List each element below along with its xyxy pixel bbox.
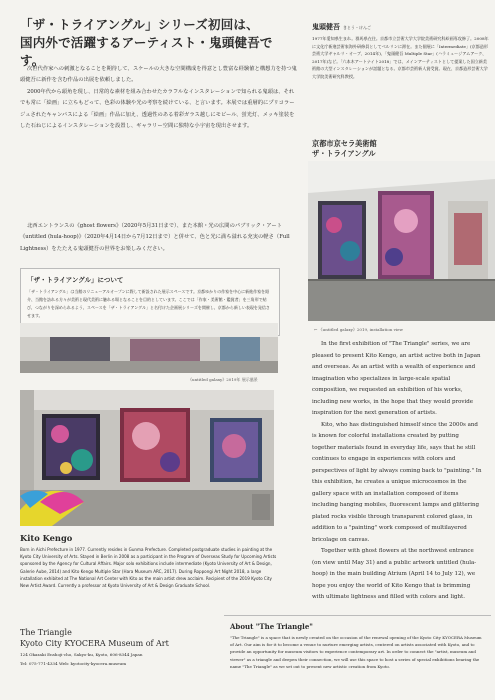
artist-bio-en <box>20 533 278 589</box>
artist-name-reading: きとう・けんご <box>343 25 371 30</box>
title-line-2: 国内外で活躍するアーティスト・鬼頭健吾です。 <box>20 35 273 68</box>
caption-en: ← 《untitled galaxy》2019, installation view <box>314 327 403 332</box>
about-box-en <box>224 615 491 692</box>
installation-photo-mid <box>20 323 278 373</box>
jp-body-closing <box>20 221 298 255</box>
jp-paragraph: 北西エントランスの《ghost flowers》（2020年5月31日まで）、また本館・光の広間のパブリック・アート《untitled (hula-hoop)》（2020年4月14日から7月12日まで）と併せて、色と光に満ち溢れる充実の軽さ（Full Lightness）をたたえる鬼頭健吾の世界をお楽しみください。 <box>20 223 290 252</box>
en-body <box>312 339 482 604</box>
jp-body <box>20 64 298 132</box>
page-title <box>20 16 295 70</box>
caption-jp: 《untitled galaxy》2019年 展示風景 <box>188 377 258 382</box>
venue-museum-en: Kyoto City KYOCERA Museum of Art <box>20 638 169 648</box>
en-paragraph: Kito, who has distinguished himself since the 2000s and is known for colorful installations created by putting together materials found in everyday life, says that he still continues to engage in experiences with colors and perspectives of light by always coming back to "painting." In this exhibition, he creates a unique microcosmos in the gallery space with an installation composed of items including hanging mobiles, fluorescent lamps and glittering plated rocks visible through transparent colored glass, in addition to a "painting" work composed of multilayered bricolage on canvas. <box>312 421 482 543</box>
artist-bio-text-jp: 1977年愛知県生まれ。群馬県在住。京都市立芸術大学大学院美術研究科絵画専攻修了。2008年に文化庁新進芸術家海外研修員としてベルリンに滞在。また個展に「Intermediate」(京都造形芸術大学ギャルリ・オーブ、2014年)、「鬼頭健吾 Multiple Star」(ハラミュージアムアーク、2017年)など。「六本木アートナイト2018」では、メインアーティストとして提案した国立新美術館の大型インスタレーションが話題となる。京都市芸術新人賞受賞。現在、京都造形芸術大学大学院美術研究科教授。 <box>312 36 489 79</box>
about-heading-jp: 「ザ・トライアングル」について <box>27 276 124 284</box>
installation-photo-top <box>308 161 495 321</box>
artist-bio-jp <box>312 22 490 81</box>
venue-gallery-en: The Triangle <box>20 628 72 637</box>
artist-bio-text-en: Born in Aichi Prefecture in 1977. Currently resides in Gunma Prefecture. Completed postgraduate studies in painting at the Kyoto City University of Arts. Stayed in Berlin in 2008 as a participant in the Program of Overseas Study for Upcoming Artists sponsored by the Agency for Cultural Affairs. Major solo exhibitions include intermediate (Kyoto University of Art & Design, Galerie Aube, 2014) and Kito Kengo Multiple Star (Hara Museum ARC, 2017). During Roppongi Art Night 2018, a large installation exhibited at The National Art Center with Kito as the main artist drew acclaim. Recipient of the 2019 Kyoto City New Artist Award. Currently a professor at Kyoto University of Art & Design Graduate School. <box>20 547 277 589</box>
artist-name-jp: 鬼頭健吾 <box>312 22 340 31</box>
jp-paragraph: 次世代作家への刺激となることを期待して、スケールの大きな空間構成を得意とし豊富な経験値と構想力を持つ鬼頭健吾に新作を含む作品の出展を依頼しました。 <box>20 66 297 84</box>
title-line-1: 「ザ・トライアングル」シリーズ初回は、 <box>20 17 259 32</box>
about-text-en: "The Triangle" is a space that is newly created on the occasion of the renewal opening of the Kyoto City KYOCERA Museum of Art. Our aim is for it to become a venue to nurture emerging artists, centered on artists associated with Kyoto, and to provide an opportunity for museum visitors to experience contemporary art. In order to connect the "artist, museum and viewer" as a triangle and deepen their connection, we will use this space to host a series of special exhibitions bearing the name "The Triangle" as we set out to present new artistic creation from Kyoto. <box>230 635 482 669</box>
venue-contact-en: Tel: 075-771-4334 Web: kyotocity-kyocera.museum <box>20 661 127 666</box>
en-paragraph: In the first exhibition of "The Triangle" series, we are pleased to present Kito Kengo, an artist active both in Japan and overseas. As an artist with a wealth of experience and imagination who specializes in large-scale spatial composition, we requested an exhibition of his works, including new works, in the hope that they would provide inspiration for the next generation of artists. <box>312 341 481 416</box>
about-text-jp: 「ザ・トライアングル」は当館のリニューアルオープンに際して新設された展示スペースです。京都ゆかりの作家を中心に新進作家を紹介、当館を訪れる方々が美術と現代美術に触れる場となることを目的としています。ここでは「作家・美術館・鑑賞者」を三角形で結び、つながりを深められるよう、スペースを「ザ・トライアングル」と名付けた企画展シリーズを開催し、京都から新しい表現を発信させます。 <box>27 289 270 318</box>
venue-museum-jp: 京都市京セラ美術館 <box>312 139 377 148</box>
en-paragraph: Together with ghost flowers at the northwest entrance (on view until May 31) and a public artwork untitled (hula-hoop) in the main building Atrium (April 14 to July 12), we hope you enjoy the world of Kito Kengo that is brimming with ultimate lightness and filled with colors and light. <box>312 548 477 600</box>
venue-address-en: 124 Okazaki Enshoji-cho, Sakyo-ku, Kyoto, 606-8344 Japan <box>20 652 143 657</box>
about-heading-en: About "The Triangle" <box>230 622 313 631</box>
artist-name-en: Kito Kengo <box>20 533 73 543</box>
venue-gallery-jp: ザ・トライアングル <box>312 149 376 158</box>
installation-photo-main <box>20 390 274 526</box>
jp-paragraph: 2000年代から頭角を現し、日常的な素材を組み合わせたカラフルなインスタレーションで知られる鬼頭は、それでも常に「絵画」に立ちもどって、色彩の体験や光の考察を続けている、と言います。本展では重層的にプリコラージュされたキャンバスによる「絵画」作品に加え、透過性のある着彩ガラス越しにモビール、蛍光灯、メッキ塗装をした石ねじによるインスタレーションを設置し、ギャラリー空間に独特な小宇宙を現出させます。 <box>20 88 295 130</box>
